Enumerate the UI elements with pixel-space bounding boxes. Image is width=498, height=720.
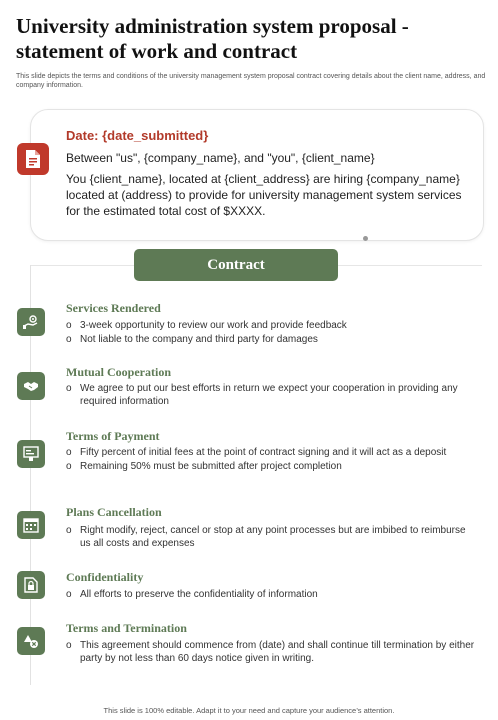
section-title: Services Rendered bbox=[66, 301, 161, 315]
list-item: o This agreement should commence from (date) and shall continue till termination by either party by not less than 60 days notice given in writing. bbox=[66, 639, 478, 665]
list-item: o We agree to put our best efforts in return we expect your cooperation in providing any required information bbox=[66, 382, 478, 408]
list-item: o 3-week opportunity to review our work and provide feedback bbox=[66, 319, 478, 332]
handshake-icon bbox=[17, 372, 45, 400]
section-title: Mutual Cooperation bbox=[66, 365, 171, 379]
list-item: o Right modify, reject, cancel or stop at any point processes but are imbibed to reimburse us all costs and expenses bbox=[66, 524, 478, 550]
card-dot bbox=[363, 236, 368, 241]
payment-icon bbox=[17, 440, 45, 468]
section-list bbox=[66, 639, 478, 666]
list-item: o Remaining 50% must be submitted after project completion bbox=[66, 460, 478, 473]
page-subtitle: This slide depicts the terms and conditions of the university management system proposal contract covering details about the client name, address, and company information. bbox=[16, 73, 486, 89]
page-title: University administration system proposal - statement of work and contract bbox=[16, 14, 409, 63]
section-list bbox=[66, 446, 478, 474]
section-list bbox=[66, 382, 478, 409]
list-item: o Fifty percent of initial fees at the point of contract signing and it will act as a deposit bbox=[66, 446, 478, 459]
section-title: Terms and Termination bbox=[66, 621, 187, 635]
section-list bbox=[66, 524, 478, 551]
document-icon bbox=[17, 143, 49, 175]
hand-gear-icon bbox=[17, 308, 45, 336]
termination-icon bbox=[17, 627, 45, 655]
confidential-document-icon bbox=[17, 571, 45, 599]
section-title: Terms of Payment bbox=[66, 429, 160, 443]
date-label: Date: {date_submitted} bbox=[66, 128, 209, 143]
parties-text: Between "us", {company_name}, and "you", {client_name} bbox=[66, 151, 375, 165]
contract-heading: Contract bbox=[134, 249, 338, 281]
list-item: o Not liable to the company and third party for damages bbox=[66, 333, 478, 346]
calendar-icon bbox=[17, 511, 45, 539]
list-item: o All efforts to preserve the confidentiality of information bbox=[66, 588, 478, 601]
engagement-text: You {client_name}, located at {client_address} are hiring {company_name} located at (address) to provide for university management system services for the estimated total cost of $XXXX. bbox=[66, 172, 462, 218]
section-list bbox=[66, 319, 478, 347]
section-list bbox=[66, 588, 478, 602]
section-title: Confidentiality bbox=[66, 570, 144, 584]
section-title: Plans Cancellation bbox=[66, 505, 162, 519]
footer-note: This slide is 100% editable. Adapt it to your need and capture your audience’s attention. bbox=[103, 706, 395, 715]
